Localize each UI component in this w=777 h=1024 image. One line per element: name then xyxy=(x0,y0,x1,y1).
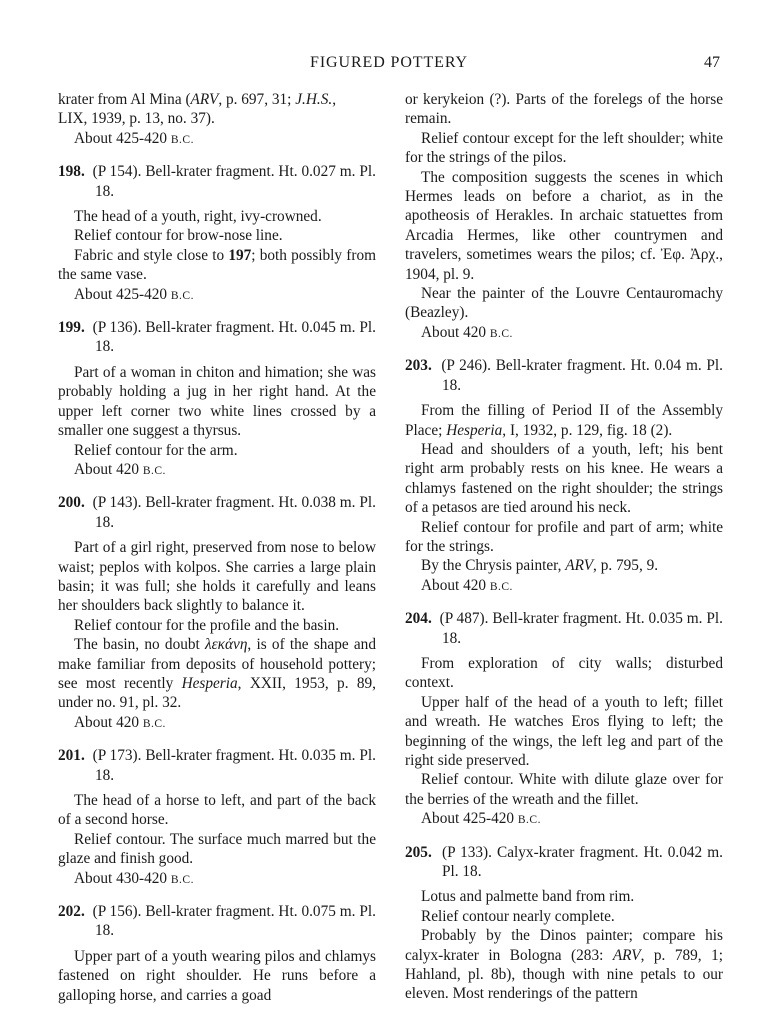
date-line: About 420 B.C. xyxy=(74,460,166,478)
paragraph: Upper half of the head of a youth to left; fillet and wreath. He watches Eros flying to left; the beginning of the wings, the left leg and part of the right side preserved. xyxy=(405,693,723,769)
date-line: About 420 B.C. xyxy=(421,576,513,594)
continuation-block xyxy=(58,90,376,150)
paragraph: Relief contour except for the left shoulder; white for the strings of the pilos. xyxy=(405,129,723,167)
paragraph: Fabric and style close to 197; both possibly from the same vase. xyxy=(58,246,376,284)
entry-number: 198. xyxy=(58,163,85,181)
catalogue-entry-203 xyxy=(405,356,723,597)
paragraph: Part of a girl right, preserved from nose to below waist; peplos with kolpos. She carries a large plain basin; it was full; she holds it carefully and leans her shoulders back slightly to balance it. xyxy=(58,539,376,615)
date-line: About 420 B.C. xyxy=(74,713,166,731)
paragraph: or kerykeion (?). Parts of the forelegs of the horse remain. xyxy=(405,91,723,128)
entry-heading: 198. (P 154). Bell-krater fragment. Ht. 0.027 m. Pl. 18. xyxy=(58,163,376,200)
paragraph: Relief contour nearly complete. xyxy=(421,907,615,925)
paragraph: Relief contour for the arm. xyxy=(74,441,238,459)
running-head: FIGURED POTTERY xyxy=(310,54,468,71)
paragraph: Relief contour for the profile and the basin. xyxy=(74,616,340,634)
date-line: About 420 B.C. xyxy=(421,323,513,341)
catalogue-entry-200 xyxy=(58,493,376,734)
entry-number: 201. xyxy=(58,747,85,765)
paragraph: krater from Al Mina (ARV, p. 697, 31; J.H.S., LIX, 1939, p. 13, no. 37). xyxy=(58,91,337,128)
entry-heading: 199. (P 136). Bell-krater fragment. Ht. 0.045 m. Pl. 18. xyxy=(58,319,376,356)
catalogue-entry-202 xyxy=(58,902,376,1005)
date-line: About 425-420 B.C. xyxy=(74,285,194,303)
paragraph: The composition suggests the scenes in which Hermes leads on before a chariot, as in the apotheosis of Herakles. In archaic statuettes from Arcadia Hermes, like other countrymen and travelers, sometimes wears the pilos; cf. Ἐφ. Ἀρχ., 1904, pl. 9. xyxy=(405,168,723,283)
continuation-block xyxy=(405,90,723,344)
paragraph: Probably by the Dinos painter; compare his calyx-krater in Bologna (283: ARV, p. 789, 1; Hahland, pl. 8b), though with nine petals to our eleven. Most renderings of the pattern xyxy=(405,927,723,1003)
date-line: About 425-420 B.C. xyxy=(74,129,194,147)
entry-heading: 201. (P 173). Bell-krater fragment. Ht. 0.035 m. Pl. 18. xyxy=(58,747,376,784)
page-header xyxy=(58,54,720,76)
paragraph: Head and shoulders of a youth, left; his bent right arm probably rests on his knee. He wears a chlamys fastened on the right shoulder; the strings of a petasos are tied around his neck. xyxy=(405,440,723,517)
paragraph: From the filling of Period II of the Assembly Place; Hesperia, I, 1932, p. 129, fig. 18 (2). xyxy=(405,402,723,439)
catalogue-entry-205 xyxy=(405,843,723,1004)
right-column xyxy=(405,90,723,1004)
catalogue-entry-201 xyxy=(58,746,376,890)
entry-number: 203. xyxy=(405,357,432,375)
paragraph: Relief contour for brow-nose line. xyxy=(74,227,283,245)
entry-heading: 202. (P 156). Bell-krater fragment. Ht. 0.075 m. Pl. 18. xyxy=(58,903,376,940)
entry-heading: 203. (P 246). Bell-krater fragment. Ht. 0.04 m. Pl. 18. xyxy=(405,357,724,394)
paragraph: The head of a horse to left, and part of the back of a second horse. xyxy=(58,792,376,829)
paragraph: Lotus and palmette band from rim. xyxy=(421,888,635,906)
page-number: 47 xyxy=(704,54,720,71)
entry-heading: 205. (P 133). Calyx-krater fragment. Ht. 0.042 m. Pl. 18. xyxy=(405,843,723,881)
catalogue-entry-198 xyxy=(58,162,376,306)
paragraph: Relief contour. The surface much marred but the glaze and finish good. xyxy=(58,830,376,868)
date-line: About 430-420 B.C. xyxy=(74,869,194,887)
paragraph: Near the painter of the Louvre Centauromachy (Beazley). xyxy=(405,285,723,322)
entry-number: 202. xyxy=(58,903,85,921)
paragraph: By the Chrysis painter, ARV, p. 795, 9. xyxy=(421,557,659,575)
left-column xyxy=(58,90,376,1005)
paragraph: The head of a youth, right, ivy-crowned. xyxy=(74,208,322,226)
entry-number: 204. xyxy=(405,610,432,628)
entry-number: 200. xyxy=(58,494,85,512)
paragraph: Part of a woman in chiton and himation; she was probably holding a jug in her right hand. At the upper left corner two white lines crossed by a smaller one suggest a thyrsus. xyxy=(58,363,376,440)
paragraph: Relief contour for profile and part of arm; white for the strings. xyxy=(405,518,723,555)
entry-heading: 200. (P 143). Bell-krater fragment. Ht. 0.038 m. Pl. 18. xyxy=(58,494,376,531)
paragraph: Upper part of a youth wearing pilos and chlamys fastened on right shoulder. He runs before a galloping horse, and carries a goad xyxy=(58,947,376,1004)
catalogue-entry-199 xyxy=(58,318,376,481)
entry-heading: 204. (P 487). Bell-krater fragment. Ht. 0.035 m. Pl. 18. xyxy=(405,610,723,647)
paragraph: The basin, no doubt λεκάνη, is of the shape and make familiar from deposits of household pottery; see most recently Hesperia, XXII, 1953, p. 89, under no. 91, pl. 32. xyxy=(58,636,376,712)
entry-number: 205. xyxy=(405,843,432,861)
date-line: About 425-420 B.C. xyxy=(421,810,541,828)
paragraph: Relief contour. White with dilute glaze over for the berries of the wreath and the fillet. xyxy=(405,771,723,808)
catalogue-entry-204 xyxy=(405,609,723,830)
paragraph: From exploration of city walls; disturbed context. xyxy=(405,654,723,692)
entry-number: 199. xyxy=(58,319,85,337)
